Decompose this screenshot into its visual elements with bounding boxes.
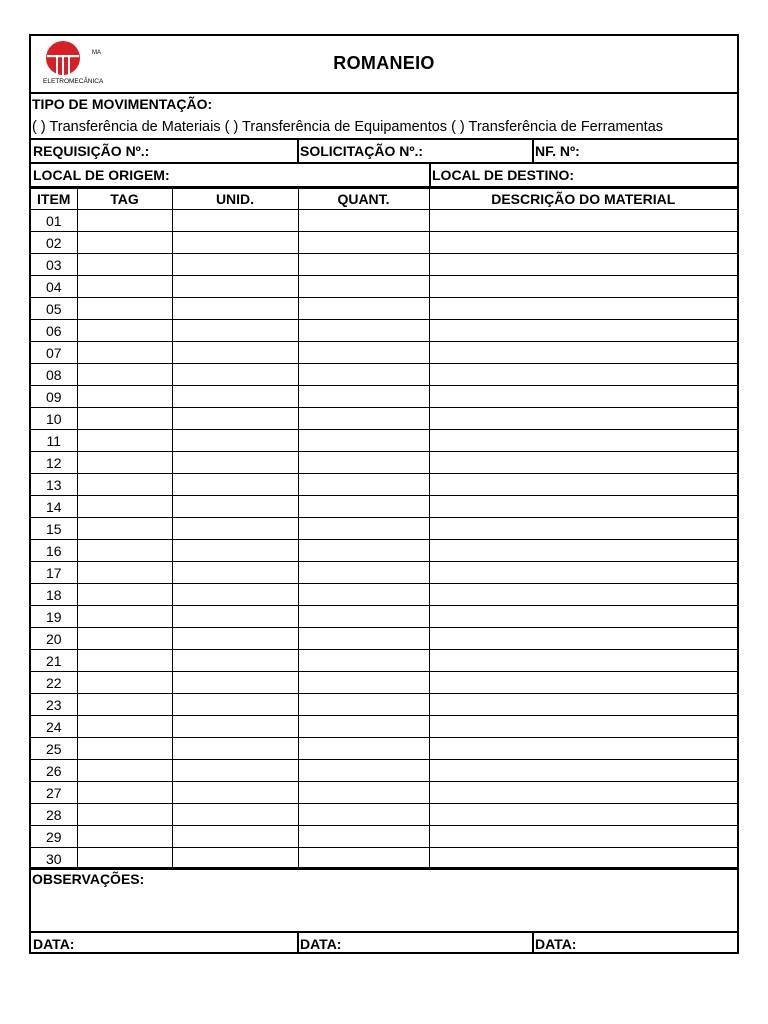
table-row — [31, 562, 737, 584]
tag-cell[interactable] — [77, 650, 172, 672]
quant-cell[interactable] — [298, 562, 429, 584]
tag-cell[interactable] — [77, 210, 172, 232]
table-row — [31, 232, 737, 254]
tag-cell[interactable] — [77, 518, 172, 540]
item-number-cell: 25 — [31, 738, 77, 760]
descricao-cell[interactable] — [429, 760, 737, 782]
observations-section[interactable] — [31, 867, 737, 933]
tag-cell[interactable] — [77, 716, 172, 738]
nf-field[interactable]: NF. Nº: — [535, 143, 580, 159]
descricao-cell[interactable] — [429, 804, 737, 826]
quant-cell[interactable] — [298, 738, 429, 760]
tag-cell[interactable] — [77, 254, 172, 276]
table-row — [31, 386, 737, 408]
table-row — [31, 628, 737, 650]
descricao-cell[interactable] — [429, 826, 737, 848]
reference-row — [31, 140, 737, 164]
date-field-1[interactable]: DATA: — [33, 935, 75, 952]
unid-cell[interactable] — [172, 694, 298, 716]
descricao-cell[interactable] — [429, 672, 737, 694]
items-table — [31, 188, 737, 870]
table-row — [31, 408, 737, 430]
unid-cell[interactable] — [172, 496, 298, 518]
table-row — [31, 320, 737, 342]
table-row — [31, 606, 737, 628]
item-number-cell: 08 — [31, 364, 77, 386]
descricao-cell[interactable] — [429, 650, 737, 672]
col-item: ITEM — [31, 189, 77, 210]
item-number-cell: 19 — [31, 606, 77, 628]
item-number-cell: 01 — [31, 210, 77, 232]
unid-cell[interactable] — [172, 452, 298, 474]
unid-cell[interactable] — [172, 738, 298, 760]
quant-cell[interactable] — [298, 782, 429, 804]
table-row — [31, 826, 737, 848]
item-number-cell: 05 — [31, 298, 77, 320]
descricao-cell[interactable] — [429, 716, 737, 738]
tag-cell[interactable] — [77, 342, 172, 364]
descricao-cell[interactable] — [429, 628, 737, 650]
item-number-cell: 14 — [31, 496, 77, 518]
unid-cell[interactable] — [172, 320, 298, 342]
item-number-cell: 28 — [31, 804, 77, 826]
table-row — [31, 518, 737, 540]
col-quant: QUANT. — [298, 189, 429, 210]
tag-cell[interactable] — [77, 298, 172, 320]
quant-cell[interactable] — [298, 496, 429, 518]
movement-options[interactable]: ( ) Transferência de Materiais ( ) Transferência de Equipamentos ( ) Transferência de Ferramentas — [32, 119, 664, 135]
unid-cell[interactable] — [172, 628, 298, 650]
tag-cell[interactable] — [77, 364, 172, 386]
item-number-cell: 10 — [31, 408, 77, 430]
quant-cell[interactable] — [298, 430, 429, 452]
unid-cell[interactable] — [172, 584, 298, 606]
descricao-cell[interactable] — [429, 298, 737, 320]
destino-field[interactable]: LOCAL DE DESTINO: — [432, 167, 575, 183]
date-field-2[interactable]: DATA: — [300, 935, 342, 952]
tag-cell[interactable] — [77, 386, 172, 408]
item-number-cell: 12 — [31, 452, 77, 474]
tag-cell[interactable] — [77, 628, 172, 650]
quant-cell[interactable] — [298, 276, 429, 298]
tag-cell[interactable] — [77, 782, 172, 804]
descricao-cell[interactable] — [429, 540, 737, 562]
unid-cell[interactable] — [172, 408, 298, 430]
table-row — [31, 298, 737, 320]
quant-cell[interactable] — [298, 408, 429, 430]
item-number-cell: 06 — [31, 320, 77, 342]
tag-cell[interactable] — [77, 474, 172, 496]
quant-cell[interactable] — [298, 298, 429, 320]
descricao-cell[interactable] — [429, 408, 737, 430]
observacoes-label: OBSERVAÇÕES: — [32, 871, 145, 887]
quant-cell[interactable] — [298, 716, 429, 738]
table-row — [31, 210, 737, 232]
page-title: ROMANEIO — [333, 53, 435, 73]
unid-cell[interactable] — [172, 276, 298, 298]
romaneio-form — [29, 34, 739, 954]
requisicao-field[interactable]: REQUISIÇÃO Nº.: — [33, 143, 150, 159]
quant-cell[interactable] — [298, 628, 429, 650]
tag-cell[interactable] — [77, 694, 172, 716]
unid-cell[interactable] — [172, 430, 298, 452]
item-number-cell: 02 — [31, 232, 77, 254]
tag-cell[interactable] — [77, 584, 172, 606]
descricao-cell[interactable] — [429, 562, 737, 584]
table-row — [31, 474, 737, 496]
descricao-cell[interactable] — [429, 606, 737, 628]
tag-cell[interactable] — [77, 276, 172, 298]
quant-cell[interactable] — [298, 540, 429, 562]
table-row — [31, 496, 737, 518]
unid-cell[interactable] — [172, 782, 298, 804]
descricao-cell[interactable] — [429, 518, 737, 540]
quant-cell[interactable] — [298, 672, 429, 694]
logo-text: ELETROMECÂNICA — [43, 78, 104, 85]
item-number-cell: 30 — [31, 848, 77, 870]
form-header — [31, 36, 737, 94]
quant-cell[interactable] — [298, 804, 429, 826]
item-number-cell: 23 — [31, 694, 77, 716]
descricao-cell[interactable] — [429, 342, 737, 364]
col-descricao: DESCRIÇÃO DO MATERIAL — [429, 189, 737, 210]
table-row — [31, 738, 737, 760]
table-row — [31, 650, 737, 672]
quant-cell[interactable] — [298, 210, 429, 232]
unid-cell[interactable] — [172, 716, 298, 738]
descricao-cell[interactable] — [429, 694, 737, 716]
unid-cell[interactable] — [172, 210, 298, 232]
table-row — [31, 760, 737, 782]
item-number-cell: 22 — [31, 672, 77, 694]
unid-cell[interactable] — [172, 232, 298, 254]
item-number-cell: 27 — [31, 782, 77, 804]
tag-cell[interactable] — [77, 232, 172, 254]
tag-cell[interactable] — [77, 320, 172, 342]
logo-mark: MA — [92, 50, 101, 56]
table-row — [31, 716, 737, 738]
movement-section — [31, 92, 737, 140]
quant-cell[interactable] — [298, 342, 429, 364]
tag-cell[interactable] — [77, 606, 172, 628]
tag-cell[interactable] — [77, 738, 172, 760]
unid-cell[interactable] — [172, 474, 298, 496]
tag-cell[interactable] — [77, 826, 172, 848]
tag-cell[interactable] — [77, 408, 172, 430]
descricao-cell[interactable] — [429, 474, 737, 496]
unid-cell[interactable] — [172, 518, 298, 540]
tag-cell[interactable] — [77, 562, 172, 584]
table-row — [31, 430, 737, 452]
item-number-cell: 18 — [31, 584, 77, 606]
item-number-cell: 26 — [31, 760, 77, 782]
descricao-cell[interactable] — [429, 232, 737, 254]
quant-cell[interactable] — [298, 364, 429, 386]
unid-cell[interactable] — [172, 386, 298, 408]
quant-cell[interactable] — [298, 518, 429, 540]
table-row — [31, 672, 737, 694]
table-row — [31, 452, 737, 474]
table-row — [31, 540, 737, 562]
table-row — [31, 276, 737, 298]
descricao-cell[interactable] — [429, 430, 737, 452]
item-number-cell: 16 — [31, 540, 77, 562]
table-row — [31, 782, 737, 804]
quant-cell[interactable] — [298, 386, 429, 408]
quant-cell[interactable] — [298, 826, 429, 848]
origem-field[interactable]: LOCAL DE ORIGEM: — [33, 167, 170, 183]
item-number-cell: 13 — [31, 474, 77, 496]
unid-cell[interactable] — [172, 562, 298, 584]
quant-cell[interactable] — [298, 474, 429, 496]
descricao-cell[interactable] — [429, 364, 737, 386]
item-number-cell: 15 — [31, 518, 77, 540]
col-tag: TAG — [77, 189, 172, 210]
unid-cell[interactable] — [172, 826, 298, 848]
item-number-cell: 21 — [31, 650, 77, 672]
descricao-cell[interactable] — [429, 276, 737, 298]
quant-cell[interactable] — [298, 650, 429, 672]
table-header-row — [31, 189, 737, 210]
item-number-cell: 03 — [31, 254, 77, 276]
table-row — [31, 694, 737, 716]
table-row — [31, 584, 737, 606]
tag-cell[interactable] — [77, 760, 172, 782]
item-number-cell: 29 — [31, 826, 77, 848]
movement-label: TIPO DE MOVIMENTAÇÃO: — [32, 96, 213, 112]
location-row — [31, 164, 737, 188]
unid-cell[interactable] — [172, 342, 298, 364]
descricao-cell[interactable] — [429, 738, 737, 760]
unid-cell[interactable] — [172, 540, 298, 562]
unid-cell[interactable] — [172, 298, 298, 320]
unid-cell[interactable] — [172, 804, 298, 826]
quant-cell[interactable] — [298, 232, 429, 254]
unid-cell[interactable] — [172, 672, 298, 694]
quant-cell[interactable] — [298, 606, 429, 628]
quant-cell[interactable] — [298, 760, 429, 782]
quant-cell[interactable] — [298, 320, 429, 342]
tag-cell[interactable] — [77, 430, 172, 452]
descricao-cell[interactable] — [429, 782, 737, 804]
table-row — [31, 254, 737, 276]
solicitacao-field[interactable]: SOLICITAÇÃO Nº.: — [300, 143, 424, 159]
table-row — [31, 804, 737, 826]
tag-cell[interactable] — [77, 804, 172, 826]
item-number-cell: 04 — [31, 276, 77, 298]
tag-cell[interactable] — [77, 452, 172, 474]
descricao-cell[interactable] — [429, 254, 737, 276]
unid-cell[interactable] — [172, 606, 298, 628]
item-number-cell: 24 — [31, 716, 77, 738]
unid-cell[interactable] — [172, 254, 298, 276]
quant-cell[interactable] — [298, 694, 429, 716]
tag-cell[interactable] — [77, 496, 172, 518]
descricao-cell[interactable] — [429, 452, 737, 474]
item-number-cell: 17 — [31, 562, 77, 584]
item-number-cell: 11 — [31, 430, 77, 452]
item-number-cell: 20 — [31, 628, 77, 650]
tag-cell[interactable] — [77, 540, 172, 562]
descricao-cell[interactable] — [429, 320, 737, 342]
table-row — [31, 342, 737, 364]
item-number-cell: 07 — [31, 342, 77, 364]
descricao-cell[interactable] — [429, 210, 737, 232]
descricao-cell[interactable] — [429, 496, 737, 518]
unid-cell[interactable] — [172, 650, 298, 672]
footer-row — [31, 933, 737, 954]
unid-cell[interactable] — [172, 364, 298, 386]
date-field-3[interactable]: DATA: — [535, 935, 577, 952]
table-row — [31, 364, 737, 386]
quant-cell[interactable] — [298, 452, 429, 474]
quant-cell[interactable] — [298, 254, 429, 276]
unid-cell[interactable] — [172, 760, 298, 782]
descricao-cell[interactable] — [429, 386, 737, 408]
col-unid: UNID. — [172, 189, 298, 210]
tag-cell[interactable] — [77, 672, 172, 694]
quant-cell[interactable] — [298, 584, 429, 606]
descricao-cell[interactable] — [429, 584, 737, 606]
item-number-cell: 09 — [31, 386, 77, 408]
